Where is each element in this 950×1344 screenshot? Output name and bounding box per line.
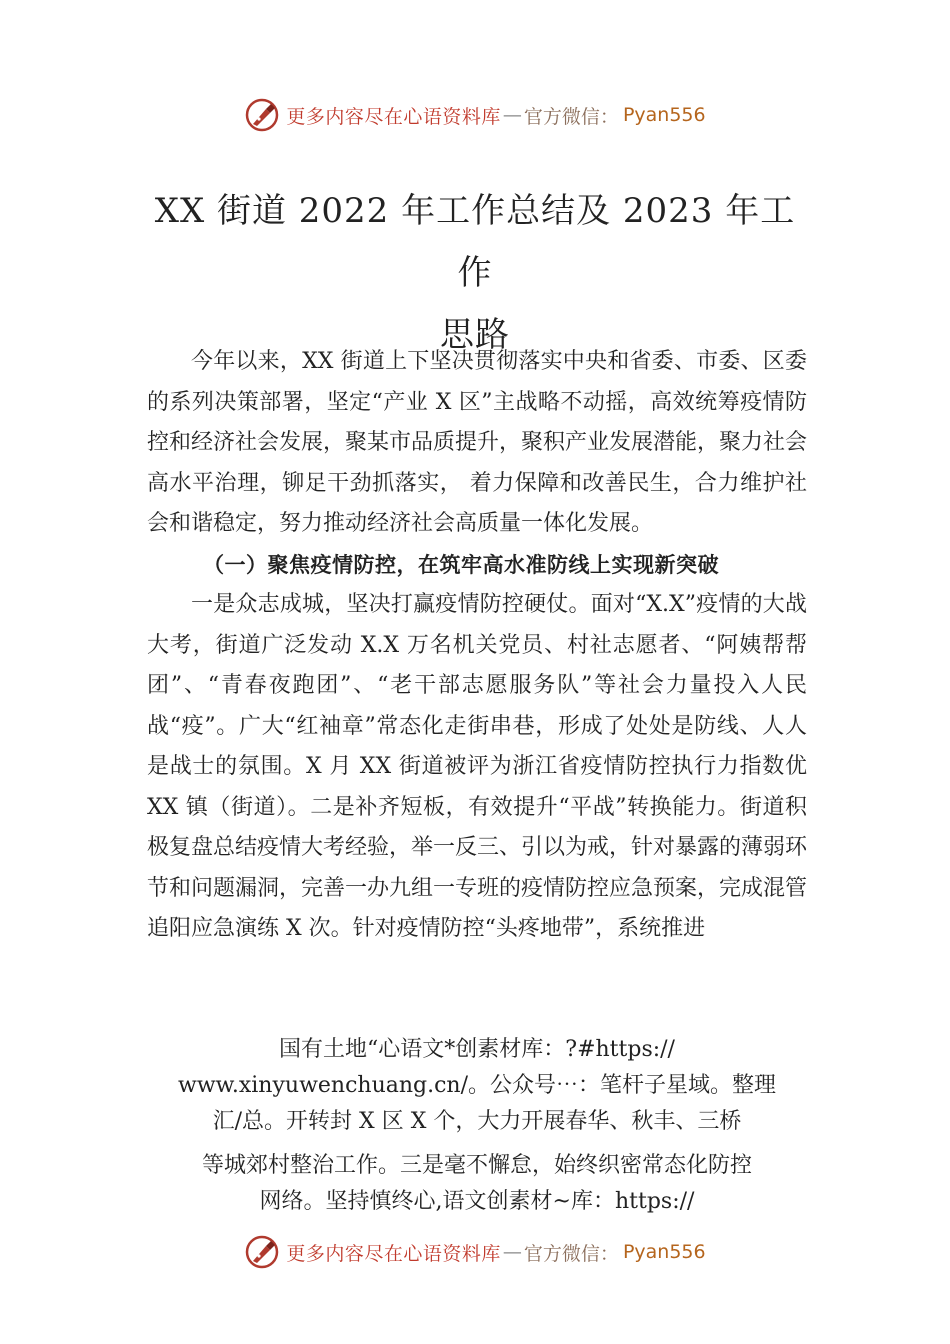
banner-wechat-label: 官方微信： xyxy=(523,105,619,128)
section-paragraph-1: 一是众志成城，坚决打赢疫情防控硬仗。面对“X.X”疫情的大战大考，街道广泛发动 X.X 万名机关党员、村社志愿者、“阿姨帮帮团”、“青春夜跑团”、“老干部志愿服务队”等社会力量投入人民战“疫”。广大“红袖章”常态化走街串巷，形成了处处是防线、人人是战士的氛围。X 月 XX 街道被评为浙江省疫情防控执行力指数优 XX 镇（街道）。二是补齐短板，有效提升“平战”转换能力。街道积极复盘总结疫情大考经验，举一反三、引以为戒，针对暴露的薄弱环节和问题漏洞，完善一办九组一专班的疫情防控应急预案，完成混管追阳应急演练 X 次。针对疫情防控“头疼地带”，系统推进 xyxy=(147,592,808,941)
tail-line-3: 汇/总。开转封 X 区 X 个，大力开展春华、秋丰、三桥 xyxy=(212,1109,742,1134)
watermarked-tail-text xyxy=(147,1032,807,1220)
pen-nib-logo-icon xyxy=(244,97,280,133)
footer-banner xyxy=(0,1232,950,1272)
document-title xyxy=(145,180,805,366)
title-line-1: XX 街道 2022 年工作总结及 2023 年工作 xyxy=(154,191,796,293)
banner-dash: — xyxy=(502,1241,522,1263)
banner-text: 更多内容尽在心语资料库 xyxy=(286,1242,501,1265)
banner-wechat-id: Pyan556 xyxy=(622,104,706,126)
section-heading-1: （一）聚焦疫情防控，在筑牢高水准防线上实现新突破 xyxy=(203,551,719,577)
document-body xyxy=(147,342,807,950)
pen-nib-logo-icon xyxy=(244,1234,280,1270)
tail-line-5: 网络。坚持慎终心,语文创素材~库：https:// xyxy=(259,1189,695,1214)
banner-wechat-label: 官方微信： xyxy=(523,1242,619,1265)
header-banner xyxy=(0,95,950,135)
tail-line-1: 国有土地“心语文*创素材库：?#https:// xyxy=(279,1037,675,1062)
tail-line-2: www.xinyuwenchuang.cn/。公众号⋯：笔杆子星域。整理 xyxy=(177,1073,777,1098)
banner-text: 更多内容尽在心语资料库 xyxy=(286,105,501,128)
title-line-2: 思路 xyxy=(440,315,510,355)
tail-line-4: 等城郊村整治工作。三是毫不懈怠，始终织密常态化防控 xyxy=(201,1153,752,1178)
banner-dash: — xyxy=(502,104,522,126)
banner-wechat-id: Pyan556 xyxy=(622,1241,706,1263)
intro-paragraph: 今年以来，XX 街道上下坚决贯彻落实中央和省委、市委、区委的系列决策部署，坚定“产业 X 区”主战略不动摇，高效统筹疫情防控和经济社会发展，聚某市品质提升，聚积产业发展潜能，聚力社会高水平治理，铆足干劲抓落实， 着力保障和改善民生，合力维护社会和谐稳定，努力推动经济社会高质量一体化发展。 xyxy=(147,349,808,536)
